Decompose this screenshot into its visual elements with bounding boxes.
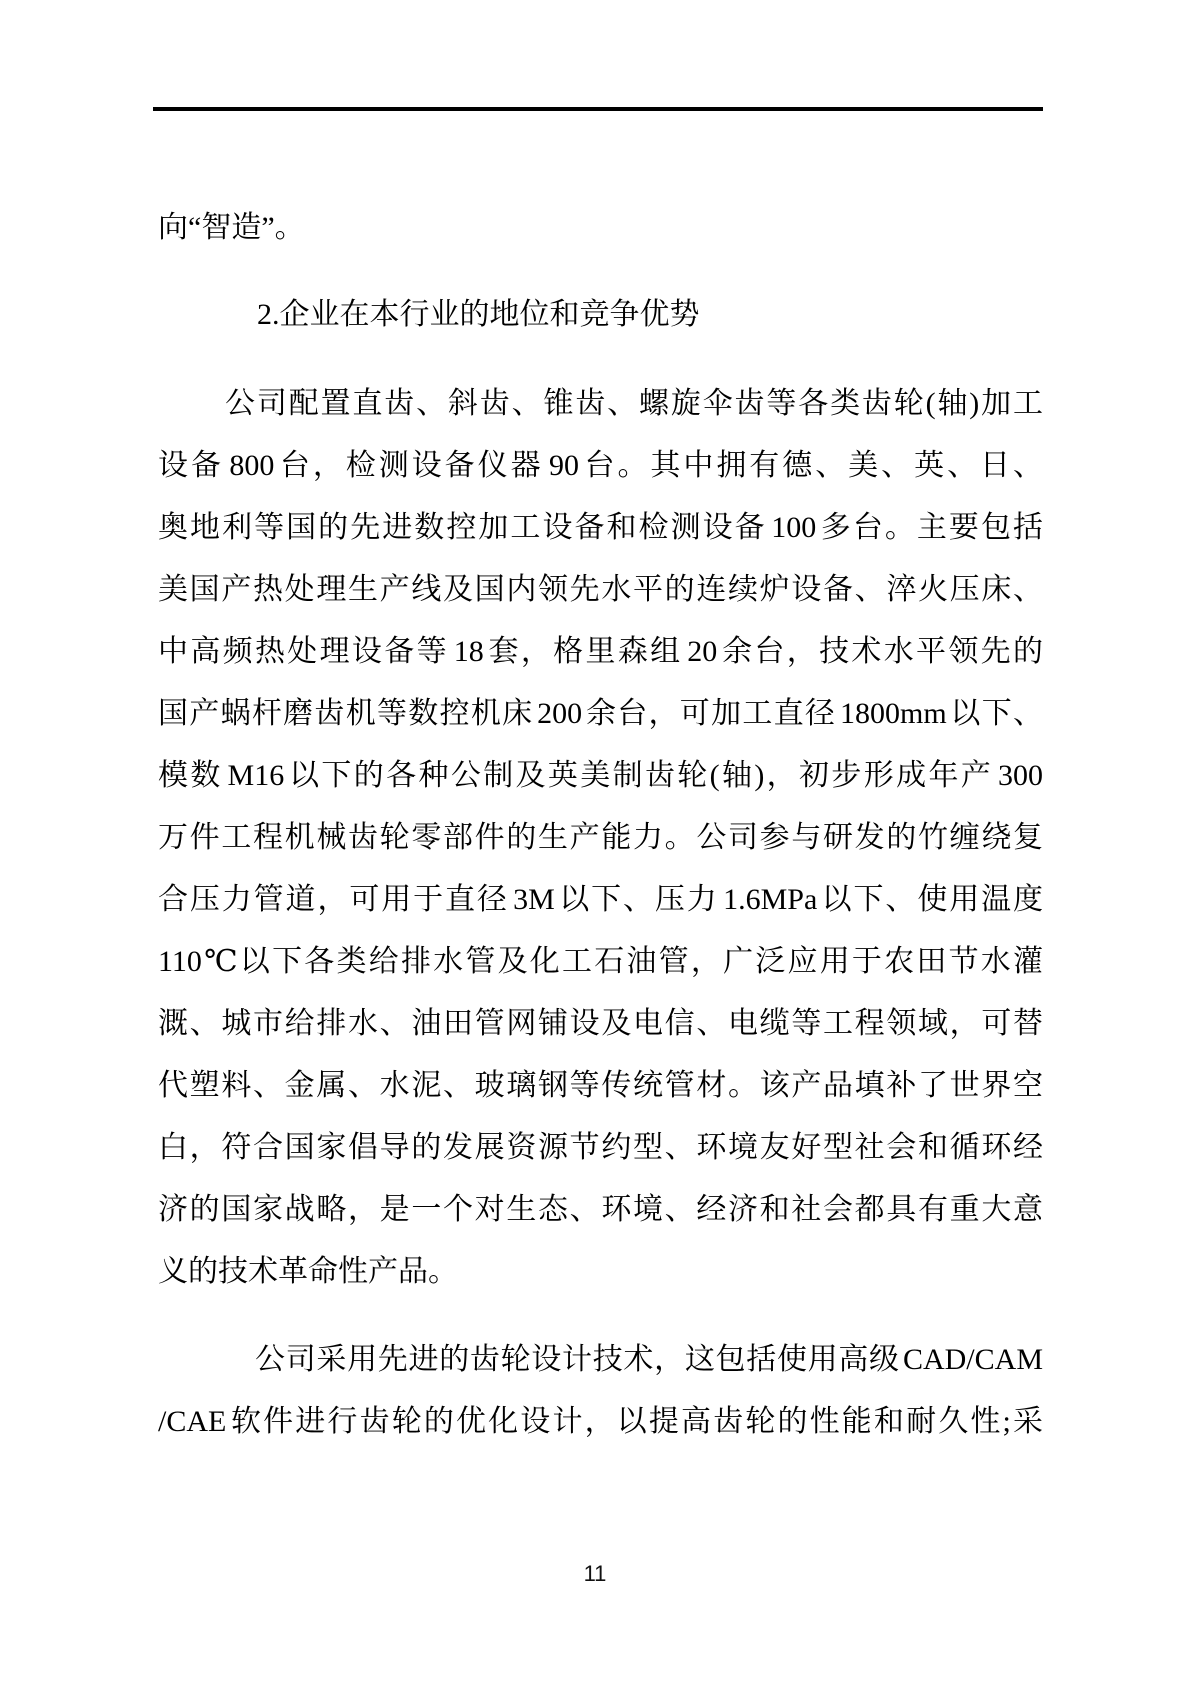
paragraph-line: 110℃以下各类给排水管及化工石油管，广泛应用于农田节水灌 bbox=[158, 945, 1043, 978]
paragraph-line: 中高频热处理设备等 18 套，格里森组 20 余台，技术水平领先的 bbox=[158, 635, 1043, 668]
paragraph-line: 公司采用先进的齿轮设计技术，这包括使用高级 CAD/CAM bbox=[255, 1343, 1043, 1376]
paragraph-line: /CAE 软件进行齿轮的优化设计，以提高齿轮的性能和耐久性;采 bbox=[158, 1405, 1043, 1438]
main-paragraph bbox=[158, 373, 1043, 1303]
intro-line: 向“智造”。 bbox=[158, 211, 305, 244]
paragraph-line: 模数 M16 以下的各种公制及英美制齿轮(轴)，初步形成年产 300 bbox=[158, 759, 1043, 792]
section-heading: 2.企业在本行业的地位和竞争优势 bbox=[257, 298, 700, 331]
paragraph-line: 国产蜗杆磨齿机等数控机床 200 余台，可加工直径 1800mm 以下、 bbox=[158, 697, 1043, 730]
paragraph-line: 济的国家战略，是一个对生态、环境、经济和社会都具有重大意 bbox=[158, 1193, 1043, 1226]
paragraph-line: 义的技术革命性产品。 bbox=[158, 1255, 458, 1288]
paragraph-line: 万件工程机械齿轮零部件的生产能力。公司参与研发的竹缠绕复 bbox=[158, 821, 1043, 854]
header-rule bbox=[153, 107, 1043, 111]
paragraph-line: 溉、城市给排水、油田管网铺设及电信、电缆等工程领域，可替 bbox=[158, 1007, 1043, 1040]
paragraph-line: 合压力管道，可用于直径 3M 以下、压力 1.6MPa 以下、使用温度 bbox=[158, 883, 1043, 916]
paragraph-line: 白，符合国家倡导的发展资源节约型、环境友好型社会和循环经 bbox=[158, 1131, 1043, 1164]
paragraph-line: 美国产热处理生产线及国内领先水平的连续炉设备、淬火压床、 bbox=[158, 573, 1043, 606]
intro-paragraph bbox=[158, 197, 1043, 259]
page-number: 11 bbox=[583, 1561, 607, 1586]
paragraph-line: 设备 800 台，检测设备仪器 90 台。其中拥有德、美、英、日、 bbox=[158, 449, 1043, 482]
second-paragraph bbox=[158, 1329, 1043, 1453]
paragraph-line: 奥地利等国的先进数控加工设备和检测设备 100 多台。主要包括 bbox=[158, 511, 1043, 544]
paragraph-line: 代塑料、金属、水泥、玻璃钢等传统管材。该产品填补了世界空 bbox=[158, 1069, 1043, 1102]
paragraph-line: 公司配置直齿、斜齿、锥齿、螺旋伞齿等各类齿轮(轴)加工 bbox=[225, 387, 1043, 420]
section-heading-block bbox=[158, 284, 1043, 346]
